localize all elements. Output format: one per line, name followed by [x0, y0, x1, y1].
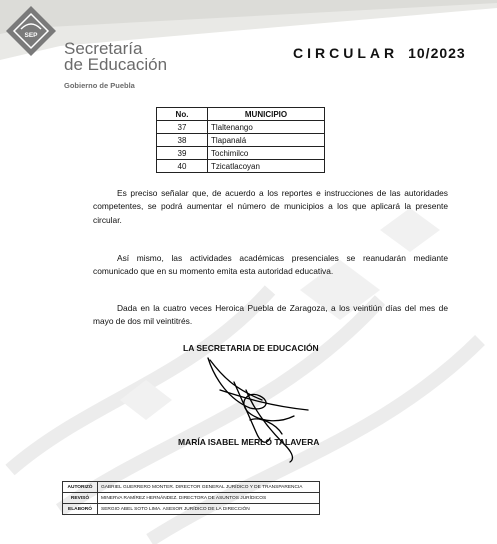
body-paragraph-1: Es preciso señalar que, de acuerdo a los reportes e instrucciones de las autoridades competentes, se podrá aumentar el número de municipios a los que aplicará la presente circular.	[93, 188, 448, 225]
logo-text: SEP	[24, 32, 38, 39]
municipios-table	[156, 107, 325, 173]
sep-logo-icon	[4, 4, 58, 58]
table-row	[63, 493, 320, 504]
auth-label: REVISÓ	[63, 493, 98, 504]
row-number: 40	[157, 160, 208, 173]
table-row	[63, 482, 320, 493]
circular-number: 10/2023	[408, 45, 466, 61]
table-row	[157, 160, 325, 173]
table-row	[63, 504, 320, 515]
row-number: 37	[157, 121, 208, 134]
signature-title: LA SECRETARIA DE EDUCACIÓN	[183, 343, 319, 353]
row-municipio: Tochimilco	[208, 147, 325, 160]
signatory-name: MARÍA ISABEL MERLO TALAVERA	[178, 437, 320, 447]
row-municipio: Tlapanalá	[208, 134, 325, 147]
org-name-line1: Secretaría	[64, 39, 143, 58]
org-subtitle: Gobierno de Puebla	[64, 81, 135, 90]
auth-label: AUTORIZÓ	[63, 482, 98, 493]
table-header-municipio: MUNICIPIO	[208, 108, 325, 121]
auth-label: ELABORÓ	[63, 504, 98, 515]
table-header-no: No.	[157, 108, 208, 121]
body-paragraph-2: Así mismo, las actividades académicas presenciales se reanudarán mediante comunicado que en su momento emita esta autoridad educativa.	[93, 253, 448, 277]
body-paragraph-3: Dada en la cuatro veces Heroica Puebla de Zaragoza, a los veintiún días del mes de mayo de dos mil veintitrés.	[93, 303, 448, 327]
auth-value: MINERVA RAMÍREZ HERNÁNDEZ. DIRECTORA DE ASUNTOS JURÍDICOS	[98, 493, 320, 504]
table-row	[157, 121, 325, 134]
auth-value: SERGIO ABEL SOTO LIMA. ASESOR JURÍDICO DE LA DIRECCIÓN	[98, 504, 320, 515]
row-municipio: Tlaltenango	[208, 121, 325, 134]
circular-label: CIRCULAR	[293, 45, 399, 61]
handwritten-signature	[190, 350, 320, 465]
row-number: 39	[157, 147, 208, 160]
row-number: 38	[157, 134, 208, 147]
row-municipio: Tzicatlacoyan	[208, 160, 325, 173]
table-row	[157, 147, 325, 160]
circular-heading	[293, 45, 466, 61]
table-row	[157, 134, 325, 147]
org-name-line2: de Educación	[64, 55, 168, 74]
auth-value: GABRIEL GUERRERO MONTER. DIRECTOR GENERAL JURÍDICO Y DE TRANSPARENCIA	[98, 482, 320, 493]
authorization-table	[62, 481, 320, 515]
